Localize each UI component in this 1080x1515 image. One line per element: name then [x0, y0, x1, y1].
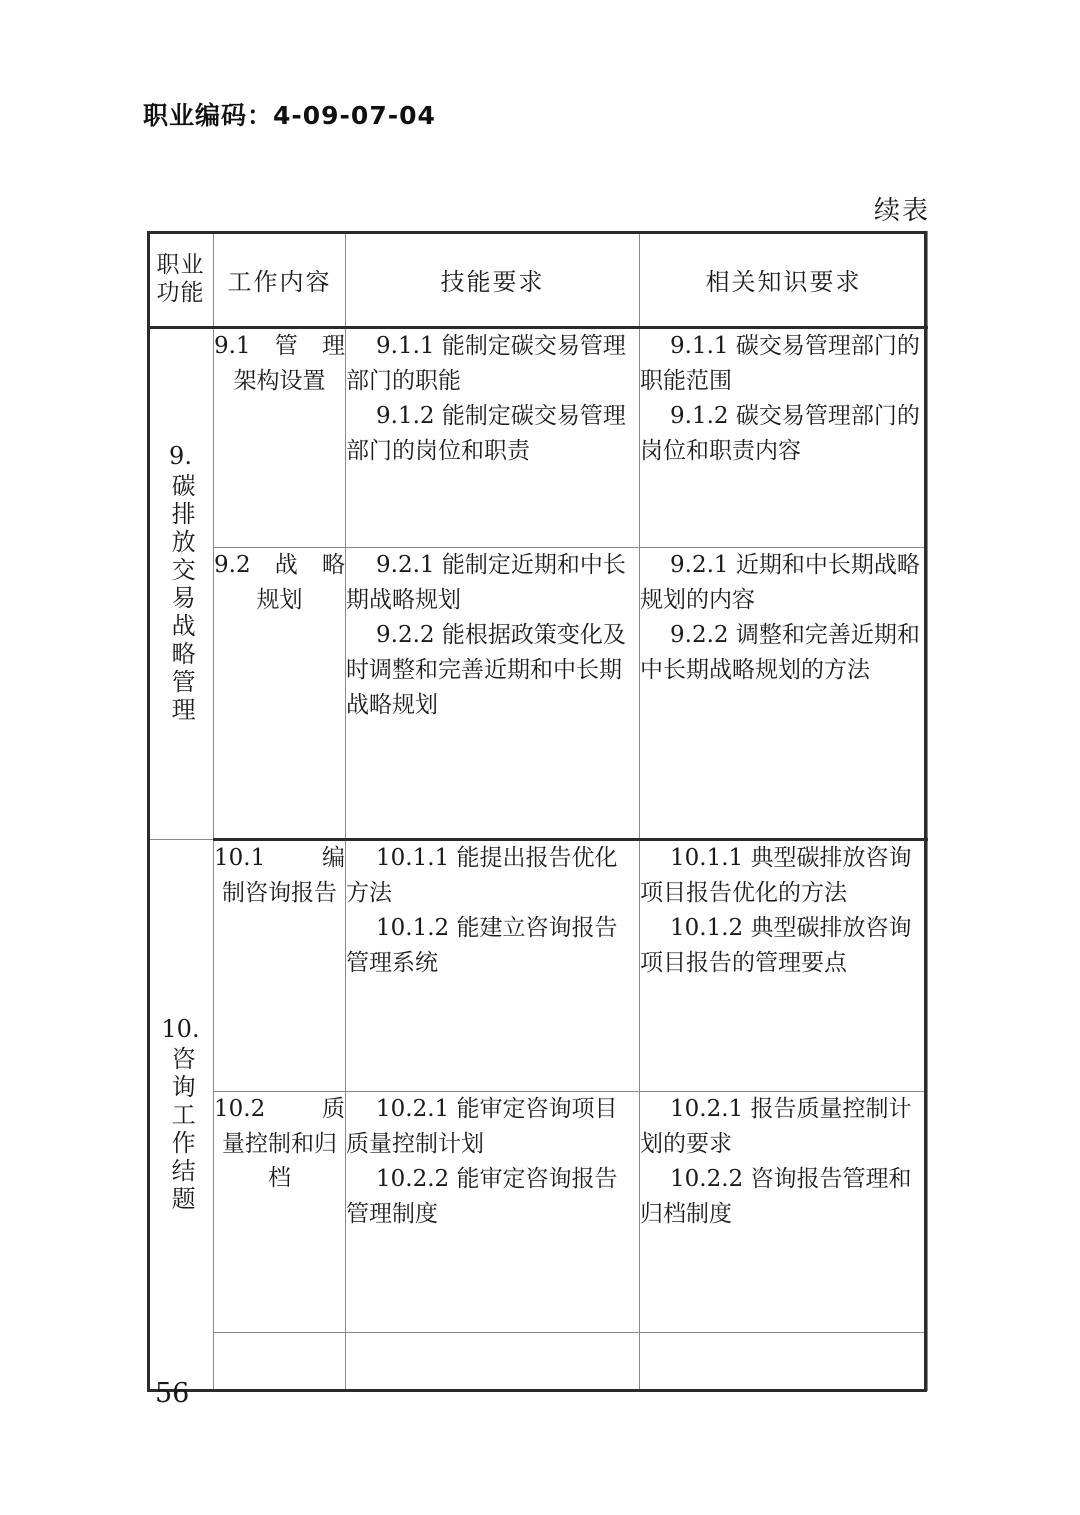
- table-row: [148, 328, 928, 548]
- knowledge-requirement-item: 10.2.2 咨询报告管理和归档制度: [640, 1165, 912, 1227]
- header-cell-skill-requirements: [346, 232, 640, 328]
- skills-table-body: [148, 232, 928, 1392]
- header-cell-knowledge-requirements: [640, 232, 928, 328]
- knowledge-requirement-item: 9.2.1 近期和中长期战略规划的内容: [640, 552, 920, 613]
- knowledge-requirement-item: 9.1.2 碳交易管理部门的岗位和职责内容: [640, 402, 920, 464]
- header-work-content-label: 工作内容: [227, 267, 332, 296]
- knowledge-requirements-cell-9-2: [640, 548, 928, 840]
- work-content-line: 制咨询报告: [222, 879, 337, 906]
- knowledge-requirements-cell-9-1: [640, 328, 928, 548]
- skill-requirement-item: 10.2.2 能审定咨询报告管理制度: [346, 1165, 618, 1227]
- function-name-9: 碳排放交易战略管理: [167, 473, 196, 726]
- skill-requirements-cell-9-1: [346, 328, 640, 548]
- page-number: 56: [155, 1378, 190, 1409]
- function-name-10: 咨询工作结题: [167, 1046, 196, 1215]
- header-cell-work-content: [214, 232, 346, 328]
- skill-requirement-item: 9.1.2 能制定碳交易管理部门的岗位和职责: [346, 402, 626, 464]
- work-content-line: 规划: [256, 586, 303, 613]
- table-header-row: [148, 232, 928, 328]
- skill-requirement-item: 10.2.1 能审定咨询项目质量控制计划: [346, 1096, 618, 1157]
- skill-requirement-item: 9.2.1 能制定近期和中长期战略规划: [346, 552, 626, 613]
- function-number-9: 9.: [169, 441, 192, 470]
- knowledge-requirements-cell-10-2: [640, 1092, 928, 1333]
- header-cell-occupational-function: [148, 232, 214, 328]
- header-occupational-function-line2: 功能: [156, 280, 205, 306]
- knowledge-requirement-item: 10.2.1 报告质量控制计划的要求: [640, 1096, 912, 1157]
- table-continued-caption: 续表: [873, 196, 930, 226]
- knowledge-requirement-item: 9.2.2 调整和完善近期和中长期战略规划的方法: [640, 621, 920, 683]
- skill-requirement-item: 9.1.1 能制定碳交易管理部门的职能: [346, 333, 626, 394]
- header-knowledge-requirements-label: 相关知识要求: [705, 267, 862, 296]
- work-content-line: 量控制和归: [222, 1130, 337, 1157]
- knowledge-requirement-item: 10.1.1 典型碳排放咨询项目报告优化的方法: [640, 845, 912, 906]
- work-content-line: 架构设置: [233, 367, 326, 394]
- blank-cell-work-content: [214, 1333, 346, 1392]
- skill-requirement-item: 9.2.2 能根据政策变化及时调整和完善近期和中长期战略规划: [346, 621, 626, 718]
- table-row: [148, 548, 928, 840]
- function-cell-group-10: [148, 840, 214, 1392]
- work-content-cell-10-1: [214, 840, 346, 1092]
- knowledge-requirements-cell-10-1: [640, 840, 928, 1092]
- skill-requirements-cell-10-1: [346, 840, 640, 1092]
- table-row: [148, 1092, 928, 1333]
- table-row: [148, 840, 928, 1092]
- work-content-line: 9.2 战 略: [214, 552, 345, 578]
- work-content-cell-10-2: [214, 1092, 346, 1333]
- work-content-line: 9.1 管 理: [214, 333, 345, 359]
- work-content-line: 10.2 质: [214, 1096, 345, 1122]
- blank-cell-knowledge-requirements: [640, 1333, 928, 1392]
- work-content-cell-9-2: [214, 548, 346, 840]
- skills-table-wrapper: [147, 231, 927, 1392]
- table-trailing-blank-row: [148, 1333, 928, 1392]
- knowledge-requirement-item: 10.1.2 典型碳排放咨询项目报告的管理要点: [640, 914, 912, 976]
- skill-requirements-cell-10-2: [346, 1092, 640, 1333]
- skill-requirements-cell-9-2: [346, 548, 640, 840]
- work-content-line: 10.1 编: [214, 845, 345, 871]
- skill-requirement-item: 10.1.2 能建立咨询报告管理系统: [346, 914, 618, 976]
- header-occupational-function-line1: 职业: [156, 251, 205, 278]
- header-skill-requirements-label: 技能要求: [440, 267, 545, 296]
- running-head-occupation-code: 职业编码：4-09-07-04: [143, 101, 436, 130]
- skills-table: [147, 231, 928, 1392]
- function-cell-group-9: [148, 328, 214, 840]
- work-content-cell-9-1: [214, 328, 346, 548]
- skill-requirement-item: 10.1.1 能提出报告优化方法: [346, 845, 618, 906]
- blank-cell-skill-requirements: [346, 1333, 640, 1392]
- work-content-line: 档: [268, 1165, 291, 1191]
- knowledge-requirement-item: 9.1.1 碳交易管理部门的职能范围: [640, 333, 920, 394]
- function-number-10: 10.: [161, 1015, 200, 1044]
